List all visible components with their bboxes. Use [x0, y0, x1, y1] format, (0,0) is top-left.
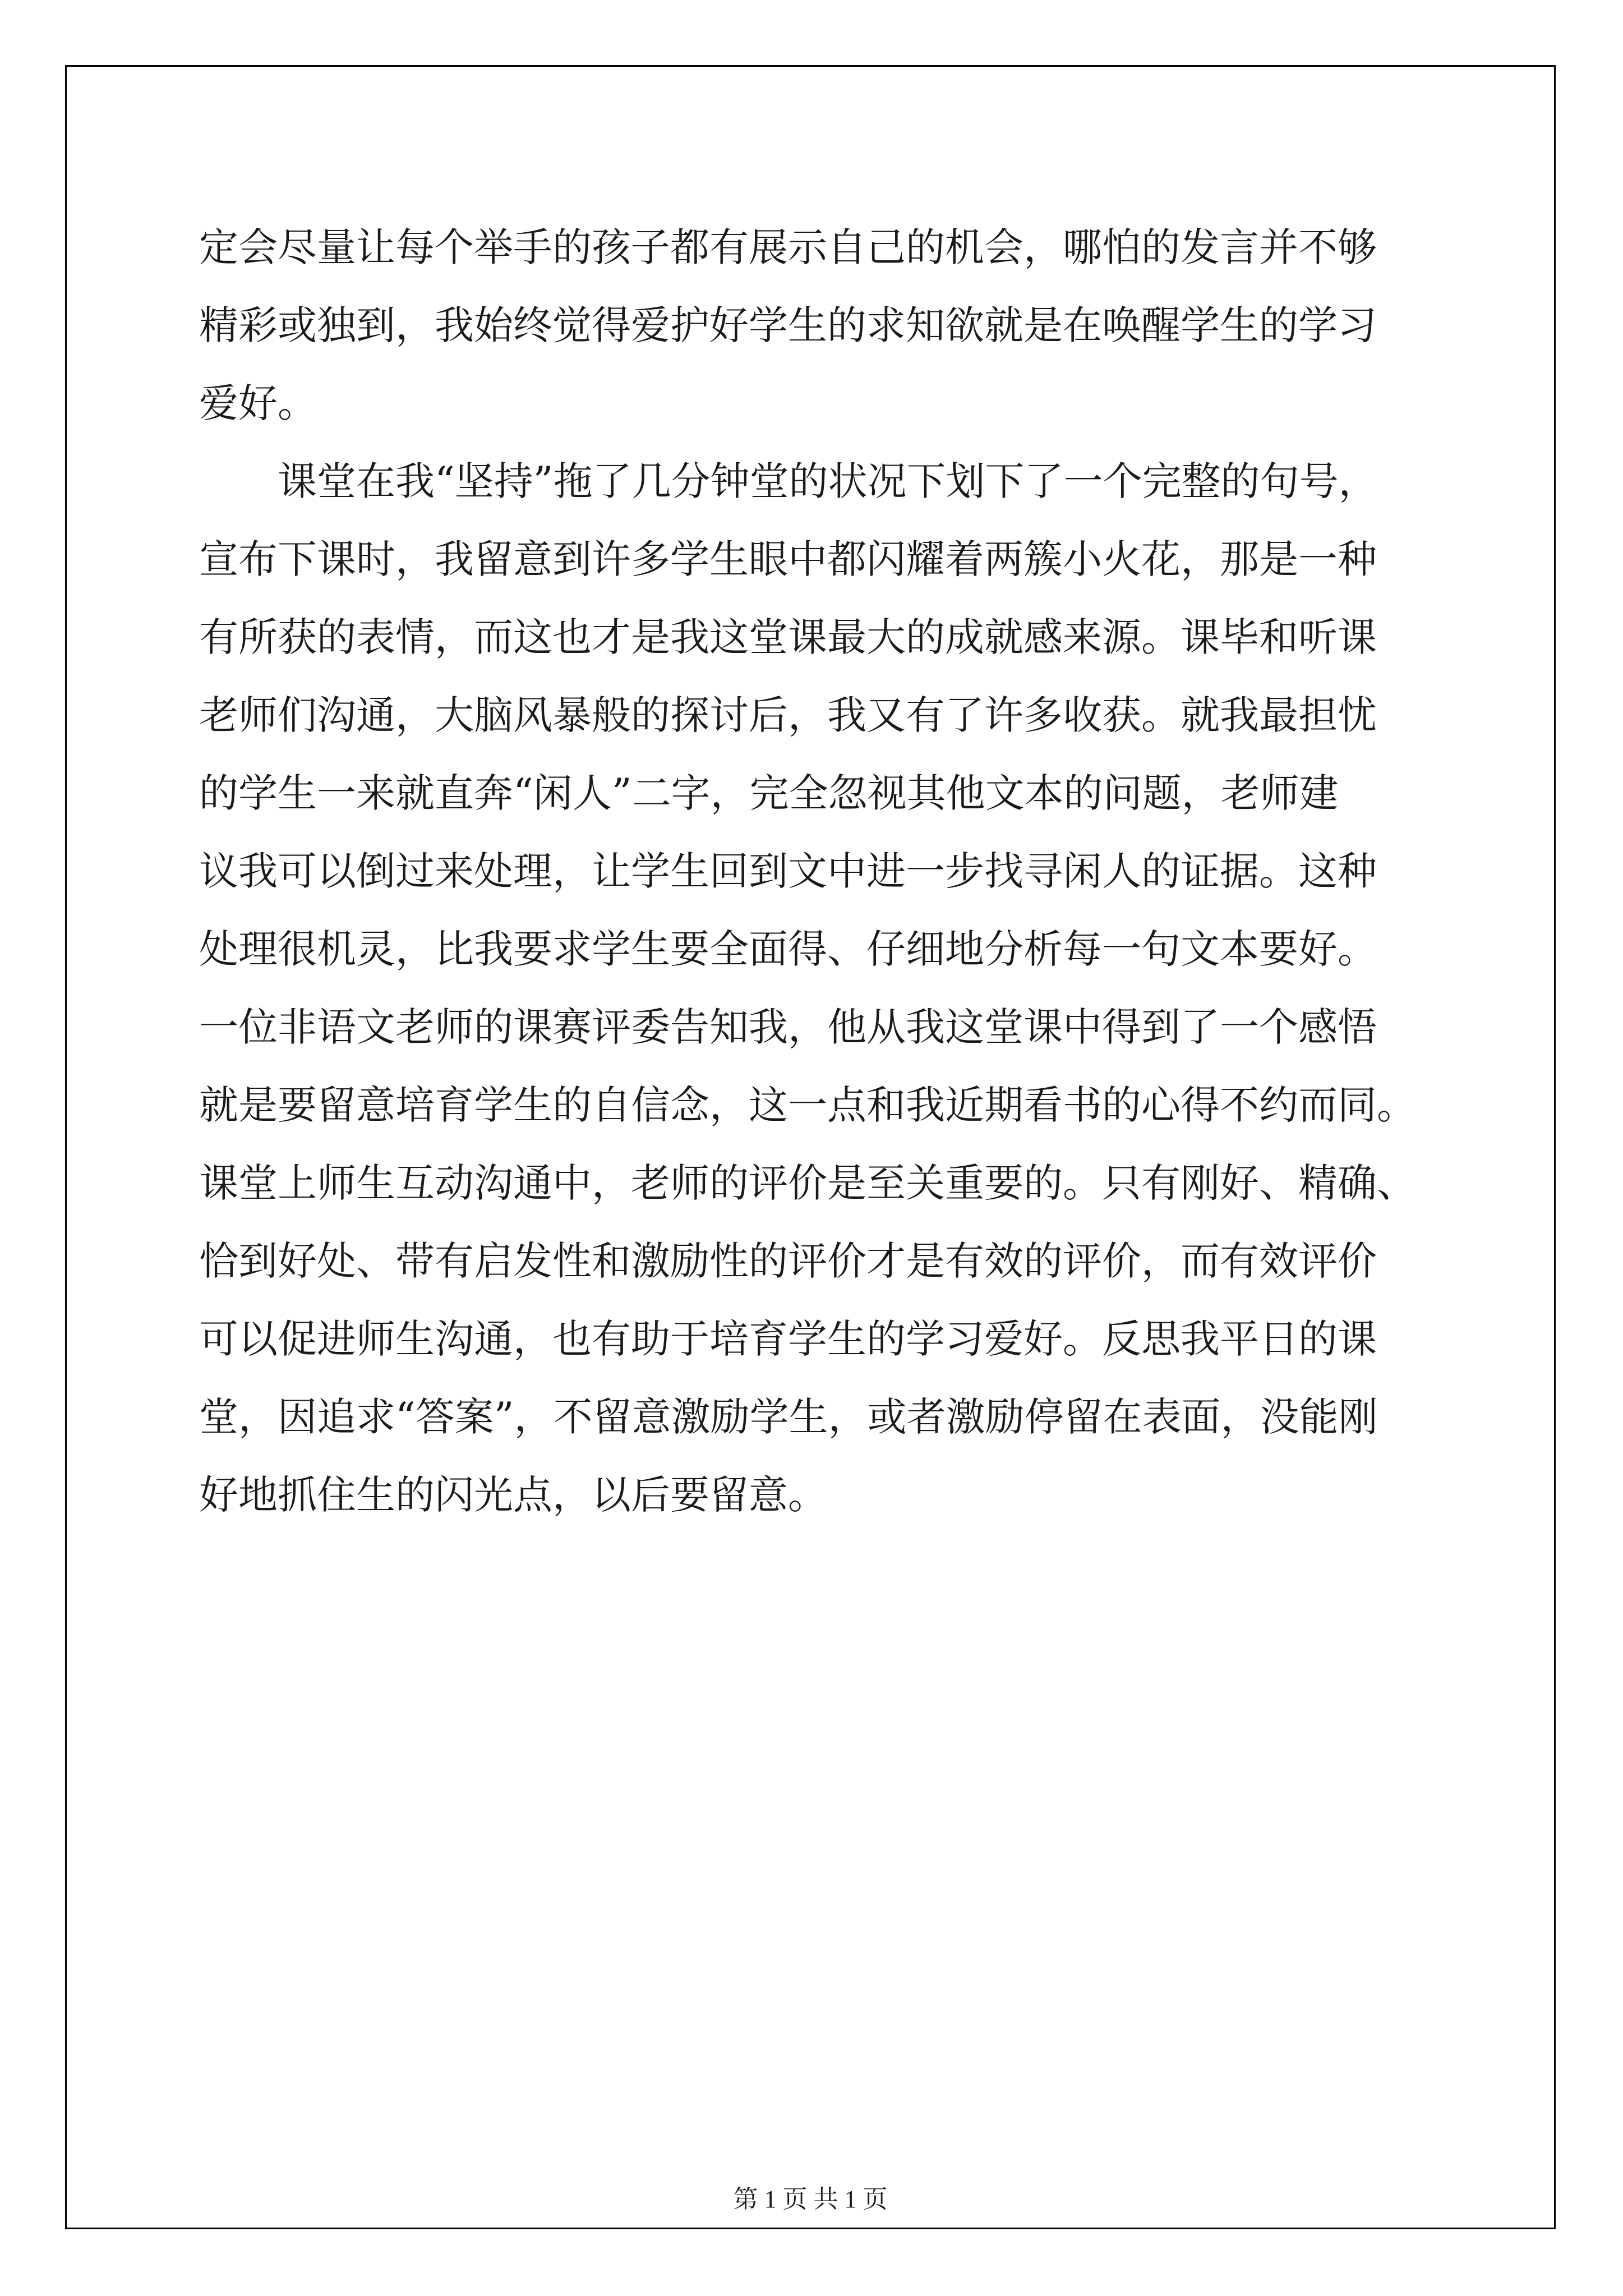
paragraph-first-line: 课堂在我“坚持”拖了几分钟堂的状况下划下了一个完整的句号， — [278, 458, 1378, 504]
text-line: 爱好。 — [199, 380, 317, 426]
text-line: 恰到好处、带有启发性和激励性的评价才是有效的评价，而有效评价 — [199, 1238, 1377, 1284]
text-line: 精彩或独到，我始终觉得爱护好学生的求知欲就是在唤醒学生的学习 — [199, 302, 1377, 348]
text-line: 有所获的表情，而这也才是我这堂课最大的成就感来源。课毕和听课 — [199, 614, 1377, 660]
text-line: 定会尽量让每个举手的孩子都有展示自己的机会，哪怕的发言并不够 — [199, 224, 1377, 270]
text-line: 好地抓住生的闪光点，以后要留意。 — [199, 1472, 827, 1518]
text-line: 就是要留意培育学生的自信念，这一点和我近期看书的心得不约而同。 — [199, 1082, 1416, 1128]
text-line: 宣布下课时，我留意到许多学生眼中都闪耀着两簇小火花，那是一种 — [199, 536, 1377, 582]
text-line: 的学生一来就直奔“闲人”二字，完全忽视其他文本的问题，老师建 — [199, 770, 1339, 816]
text-line: 老师们沟通，大脑风暴般的探讨后，我又有了许多收获。就我最担忧 — [199, 692, 1377, 738]
text-line: 可以促进师生沟通，也有助于培育学生的学习爱好。反思我平日的课 — [199, 1316, 1377, 1362]
text-line: 议我可以倒过来处理，让学生回到文中进一步找寻闲人的证据。这种 — [199, 848, 1377, 894]
text-line: 课堂上师生互动沟通中，老师的评价是至关重要的。只有刚好、精确、 — [199, 1160, 1416, 1206]
document-page — [65, 65, 1556, 2229]
text-line: 堂，因追求“答案”，不留意激励学生，或者激励停留在表面，没能刚 — [199, 1394, 1378, 1440]
page-number-footer: 第 1 页 共 1 页 — [733, 2185, 888, 2213]
text-line: 一位非语文老师的课赛评委告知我，他从我这堂课中得到了一个感悟 — [199, 1004, 1377, 1050]
text-line: 处理很机灵，比我要求学生要全面得、仔细地分析每一句文本要好。 — [199, 926, 1377, 972]
body-text — [67, 67, 1554, 2228]
